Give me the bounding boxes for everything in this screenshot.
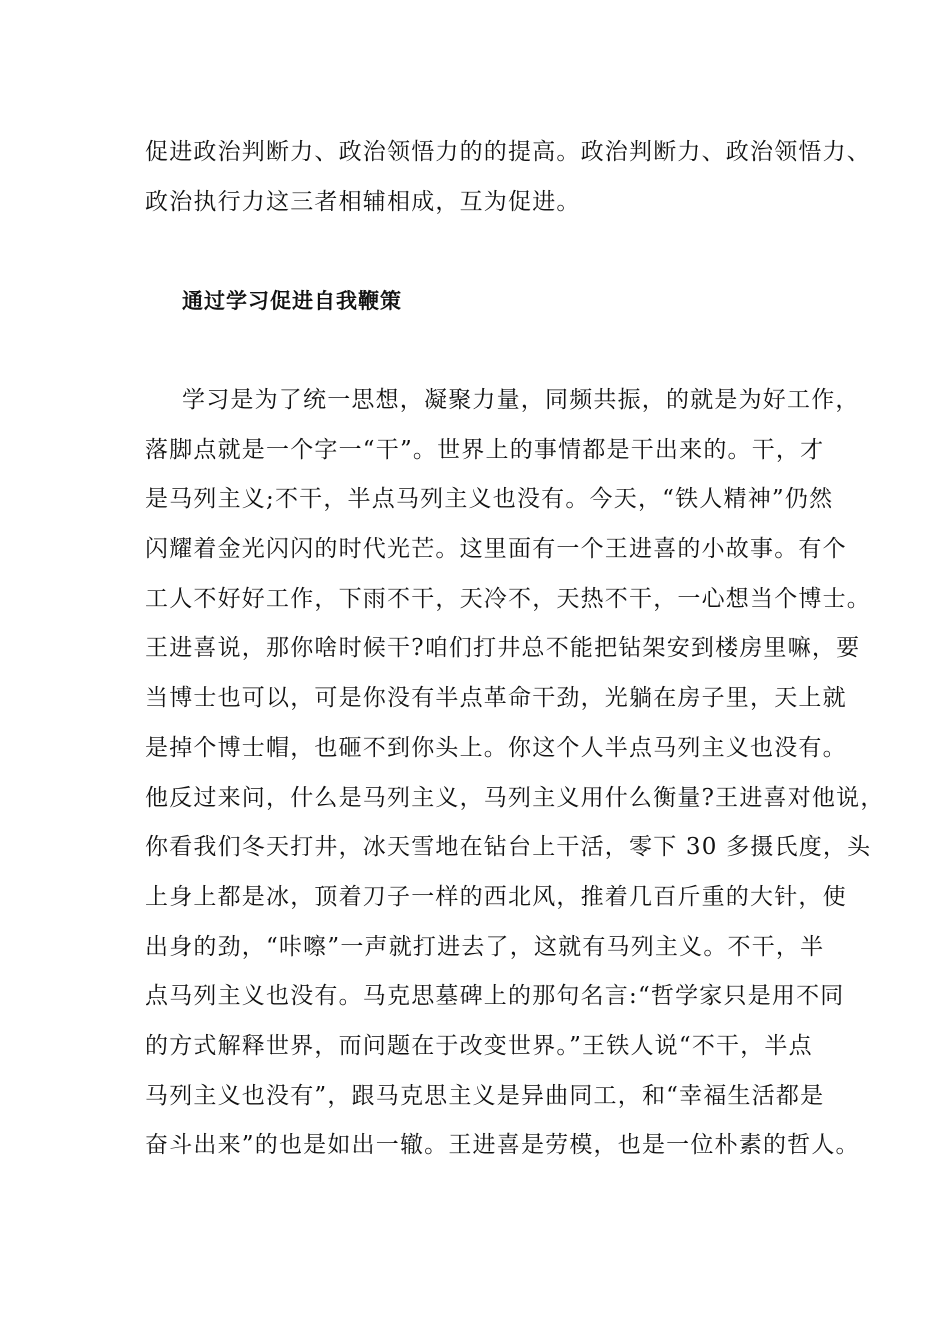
text-line: 工人不好好工作，下雨不干，天冷不，天热不干，一心想当个博士。 [145,586,871,612]
text-line: 你看我们冬天打井，冰天雪地在钻台上干活，零下 30 多摄氏度，头 [145,834,872,860]
text-line: 他反过来问，什么是马列主义，马列主义用什么衡量?王进喜对他说， [145,785,885,811]
text-line: 马列主义也没有”，跟马克思主义是异曲同工，和“幸福生活都是 [145,1083,825,1109]
text-line: 当博士也可以，可是你没有半点革命干劲，光躺在房子里，天上就 [145,685,847,711]
text-line: 的方式解释世界，而问题在于改变世界。”王铁人说“不干，半点 [145,1033,813,1059]
text-line: 落脚点就是一个字一“干”。世界上的事情都是干出来的。干，才 [145,437,825,463]
text-line: 王进喜说，那你啥时候干?咱们打井总不能把钻架安到楼房里嘛，要 [145,635,861,661]
section-heading: 通过学习促进自我鞭策 [182,289,402,313]
text-line: 是掉个博士帽，也砸不到你头上。你这个人半点马列主义也没有。 [145,735,847,761]
text-line: 上身上都是冰，顶着刀子一样的西北风，推着几百斤重的大针，使 [145,884,847,910]
text-line: 闪耀着金光闪闪的时代光芒。这里面有一个王进喜的小故事。有个 [145,536,847,562]
text-line: 奋斗出来”的也是如出一辙。王进喜是劳模，也是一位朴素的哲人。 [145,1132,860,1158]
text-line: 促进政治判断力、政治领悟力的的提高。政治判断力、政治领悟力、 [145,139,871,165]
text-line: 出身的劲，“咔嚓”一声就打进去了，这就有马列主义。不干，半 [145,934,825,960]
text-line: 点马列主义也没有。马克思墓碑上的那句名言:“哲学家只是用不同 [145,983,845,1009]
text-line: 是马列主义;不干，半点马列主义也没有。今天，“铁人精神”仍然 [145,486,834,512]
text-line: 学习是为了统一思想，凝聚力量，同频共振，的就是为好工作， [182,387,860,413]
text-line: 政治执行力这三者相辅相成，互为促进。 [145,189,581,215]
